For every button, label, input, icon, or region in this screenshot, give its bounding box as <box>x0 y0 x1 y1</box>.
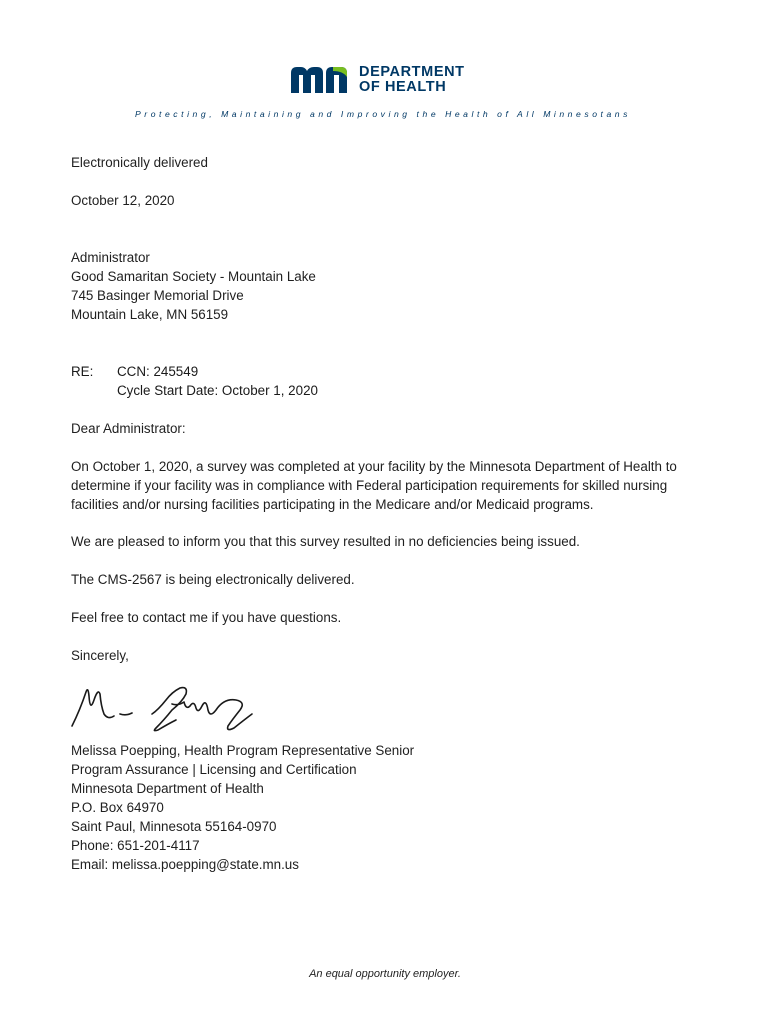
re-line: CCN: 245549 <box>117 364 199 379</box>
closing: Sincerely, <box>71 648 129 663</box>
body-paragraph: Feel free to contact me if you have questions. <box>71 610 342 625</box>
recipient-line: Administrator <box>71 250 150 265</box>
department-wordmark <box>359 65 465 95</box>
department-line-2: OF HEALTH <box>359 79 447 95</box>
handwritten-signature <box>68 680 258 738</box>
sender-signature-block <box>71 741 414 874</box>
sender-name-title: Melissa Poepping, Health Program Representative Senior <box>71 743 415 758</box>
recipient-line: Good Samaritan Society - Mountain Lake <box>71 269 316 284</box>
sender-po-box: P.O. Box 64970 <box>71 800 164 815</box>
sender-email: Email: melissa.poepping@state.mn.us <box>71 857 299 872</box>
mdh-logo <box>289 65 465 95</box>
re-line: Cycle Start Date: October 1, 2020 <box>117 383 318 398</box>
body-paragraph: We are pleased to inform you that this survey resulted in no deficiencies being issued. <box>71 534 580 549</box>
re-details <box>117 362 318 400</box>
delivery-method: Electronically delivered <box>71 155 208 170</box>
letter-date: October 12, 2020 <box>71 193 175 208</box>
sender-organization: Minnesota Department of Health <box>71 781 264 796</box>
footer-eeo-statement: An equal opportunity employer. <box>309 968 461 980</box>
sender-program: Program Assurance | Licensing and Certification <box>71 762 357 777</box>
recipient-address <box>71 248 316 324</box>
body-paragraph: The CMS-2567 is being electronically delivered. <box>71 572 355 587</box>
salutation: Dear Administrator: <box>71 421 186 436</box>
sender-phone: Phone: 651-201-4117 <box>71 838 200 853</box>
department-line-1: DEPARTMENT <box>359 64 465 80</box>
mn-logo-icon <box>289 65 353 95</box>
body-paragraph: On October 1, 2020, a survey was completed at your facility by the Minnesota Department of Health to determine if your facility was in compliance with Federal participation requirements for skilled nursing facilities and/or nursing facilities participating in the Medicare and/or Medicaid programs. <box>71 459 677 512</box>
re-label: RE: <box>71 364 94 379</box>
recipient-line: Mountain Lake, MN 56159 <box>71 307 229 322</box>
recipient-line: 745 Basinger Memorial Drive <box>71 288 244 303</box>
sender-city-state: Saint Paul, Minnesota 55164-0970 <box>71 819 277 834</box>
tagline: Protecting, Maintaining and Improving the Health of All Minnesotans <box>135 109 631 119</box>
